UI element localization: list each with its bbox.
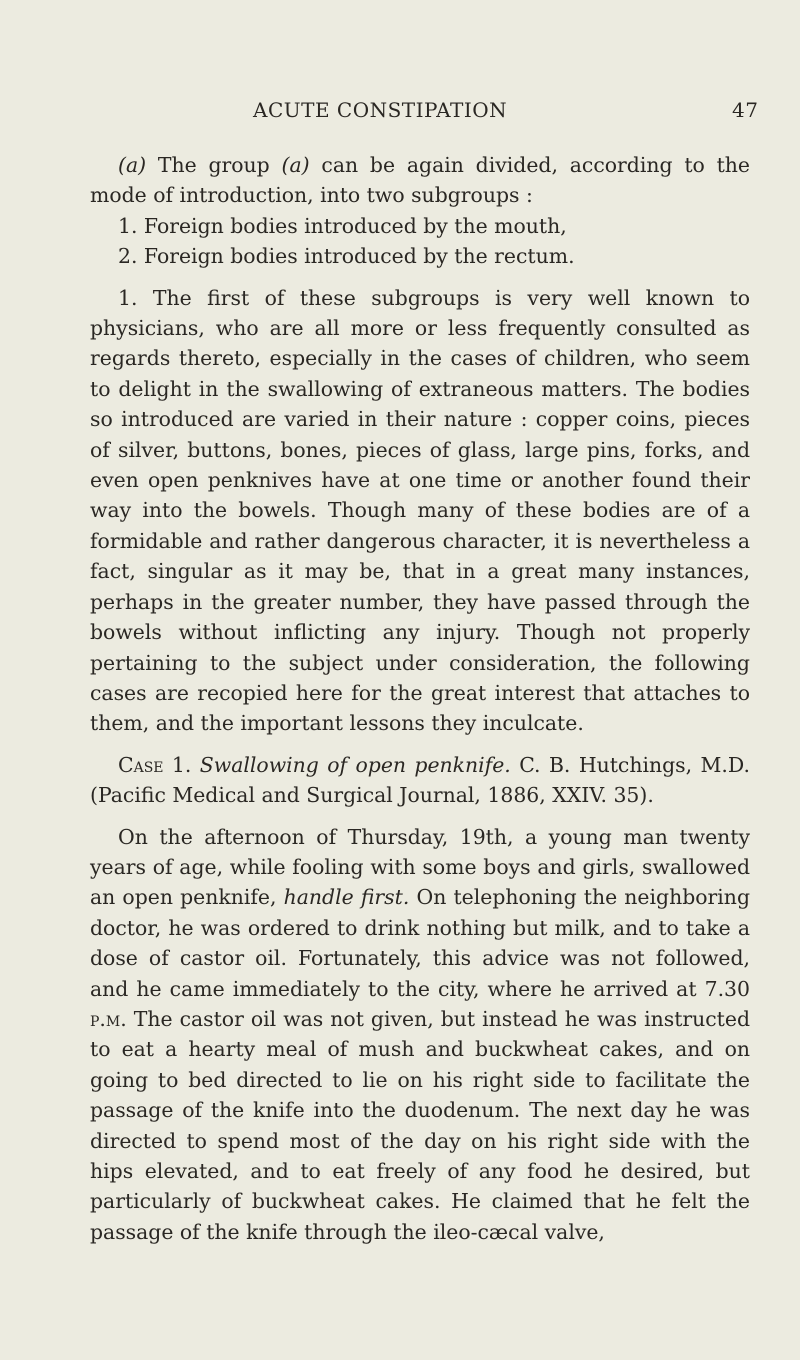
page-number: 47 [732, 98, 759, 122]
case-text-1: On the afternoon of Thursday, 19th, a young man twenty years of age, while fooling with some boys and girls, swallowed an open penknife, [90, 824, 750, 910]
time-suffix: p.m. [90, 1006, 127, 1031]
case-text-3: The castor oil was not given, but instead he was instructed to eat a hearty meal of mush and buckwheat cakes, and on going to bed directed to lie on his right side to facilitate the passage of the knife into the duodenum. The next day he was directed to spend most of the day on his right side with the hips elevated, and to eat freely of any food he desired, but particularly of buckwheat cakes. He claimed that he felt the passage of the knife through the ileo-cæcal valve, [90, 1006, 750, 1244]
para-a-text1: The group [146, 153, 282, 177]
paragraph-case-description [90, 822, 750, 1248]
case-heading [90, 750, 750, 811]
case-text-2: On telephoning the neighboring doctor, he was ordered to drink nothing but milk, and to take a dose of castor oil. Fortunately, this advice was not followed, and he came immediately to the city, where he arrived at 7.30 [90, 885, 750, 1001]
case-emphasis: handle first. [283, 885, 410, 910]
case-title: Swallowing of open penknife. [199, 752, 511, 777]
ref-a: (a) [281, 153, 310, 177]
list-item: 2. Foreign bodies introduced by the rectum. [118, 244, 575, 269]
para-a-text2: can be again divided, according to the mode of introduction, into two subgroups : [90, 153, 750, 208]
case-citation: C. B. Hutchings, M.D. (Pacific Medical and Surgical Journal, 1886, XXIV. 35). [90, 752, 750, 808]
running-title: ACUTE CONSTIPATION [253, 98, 508, 122]
paragraph-first-subgroup: 1. The first of these subgroups is very well known to physicians, who are all more or less frequently consulted as regards thereto, especially in the cases of children, who seem to delight in the swallowing of extraneous matters. The bodies so introduced are varied in their nature : copper coins, pieces of silver, buttons, bones, pieces of glass, large pins, forks, and even open penknives have at one time or another found their way into the bowels. Though many of these bodies are of a formidable and rather dangerous character, it is nevertheless a fact, singular as it may be, that in a great many instances, perhaps in the greater number, they have passed through the bowels without inflicting any injury. Though not properly pertaining to the subject under consideration, the following cases are recopied here for the great interest that attaches to them, and the important lessons they inculcate. [90, 285, 750, 736]
running-header [0, 98, 800, 128]
list-item: 1. Foreign bodies introduced by the mouth, [118, 213, 567, 238]
body-text [90, 150, 750, 1247]
case-label: Case 1. [118, 752, 192, 777]
paragraph-subgroup-intro [90, 150, 750, 211]
label-a: (a) [118, 153, 147, 177]
